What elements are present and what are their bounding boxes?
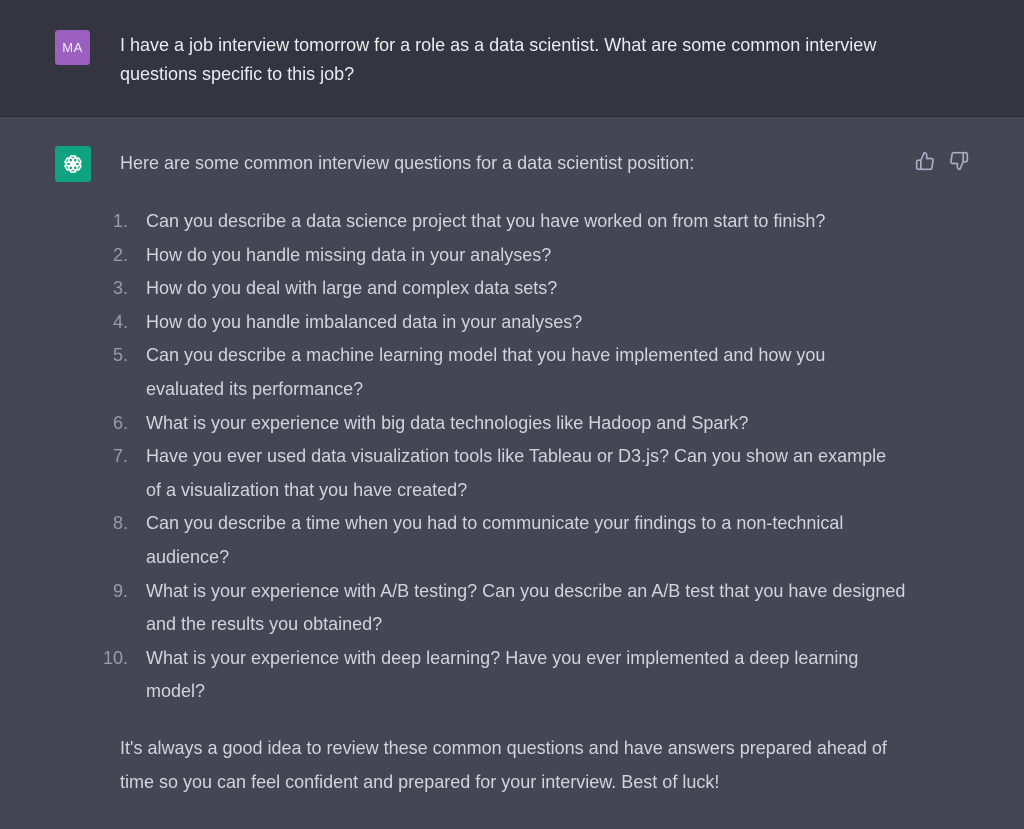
list-number: 9. <box>112 580 128 601</box>
list-number: 4. <box>112 311 128 332</box>
thumbs-up-icon <box>915 151 935 171</box>
list-number: 6. <box>112 412 128 433</box>
list-item-text: Have you ever used data visualization tools like Tableau or D3.js? Can you show an example of a visualization that you have created? <box>146 446 887 500</box>
list-item <box>0 306 906 340</box>
assistant-message <box>0 117 1024 829</box>
list-number: 3. <box>112 278 128 299</box>
list-item-text: Can you describe a time when you had to communicate your findings to a non-technical audience? <box>146 513 844 567</box>
assistant-avatar <box>55 146 91 182</box>
list-number: 10. <box>102 647 128 668</box>
assistant-intro: Here are some common interview questions for a data scientist position: <box>120 153 695 173</box>
list-item <box>0 407 906 441</box>
list-number: 5. <box>112 345 128 366</box>
question-list <box>0 205 1024 709</box>
thumbs-down-button[interactable] <box>949 151 969 171</box>
user-message <box>0 0 1024 117</box>
list-item-text: Can you describe a data science project that you have worked on from start to finish? <box>146 211 826 231</box>
list-item-text: Can you describe a machine learning model that you have implemented and how you evaluated its performance? <box>146 345 826 399</box>
list-number: 1. <box>112 211 128 231</box>
list-item <box>0 642 906 709</box>
list-item-text: What is your experience with big data technologies like Hadoop and Spark? <box>146 412 749 433</box>
list-item-text: How do you deal with large and complex data sets? <box>146 278 558 299</box>
feedback-buttons <box>915 151 969 171</box>
thumbs-up-button[interactable] <box>915 151 935 171</box>
openai-logo-icon <box>61 152 85 176</box>
list-item-text: What is your experience with deep learning? Have you ever implemented a deep learning model? <box>146 647 859 702</box>
user-message-text: I have a job interview tomorrow for a role as a data scientist. What are some common interview questions specific to this job? <box>120 35 877 84</box>
list-item-text: How do you handle imbalanced data in your analyses? <box>146 311 583 332</box>
list-item <box>0 575 906 642</box>
assistant-closing: It's always a good idea to review these common questions and have answers prepared ahead of time so you can feel confident and prepared for your interview. Best of luck! <box>120 738 887 792</box>
list-item-text: How do you handle missing data in your analyses? <box>146 244 552 265</box>
list-number: 8. <box>112 513 128 534</box>
list-item <box>0 507 906 574</box>
list-item <box>0 440 906 507</box>
list-number: 2. <box>112 244 128 265</box>
list-item-text: What is your experience with A/B testing? Can you describe an A/B test that you have designed and the results you obtained? <box>146 580 906 635</box>
list-item <box>0 339 906 406</box>
thumbs-down-icon <box>949 151 969 171</box>
list-item <box>0 239 906 273</box>
user-avatar: MA <box>55 30 90 65</box>
list-item <box>0 205 906 239</box>
list-item <box>0 272 906 306</box>
list-number: 7. <box>112 446 128 467</box>
